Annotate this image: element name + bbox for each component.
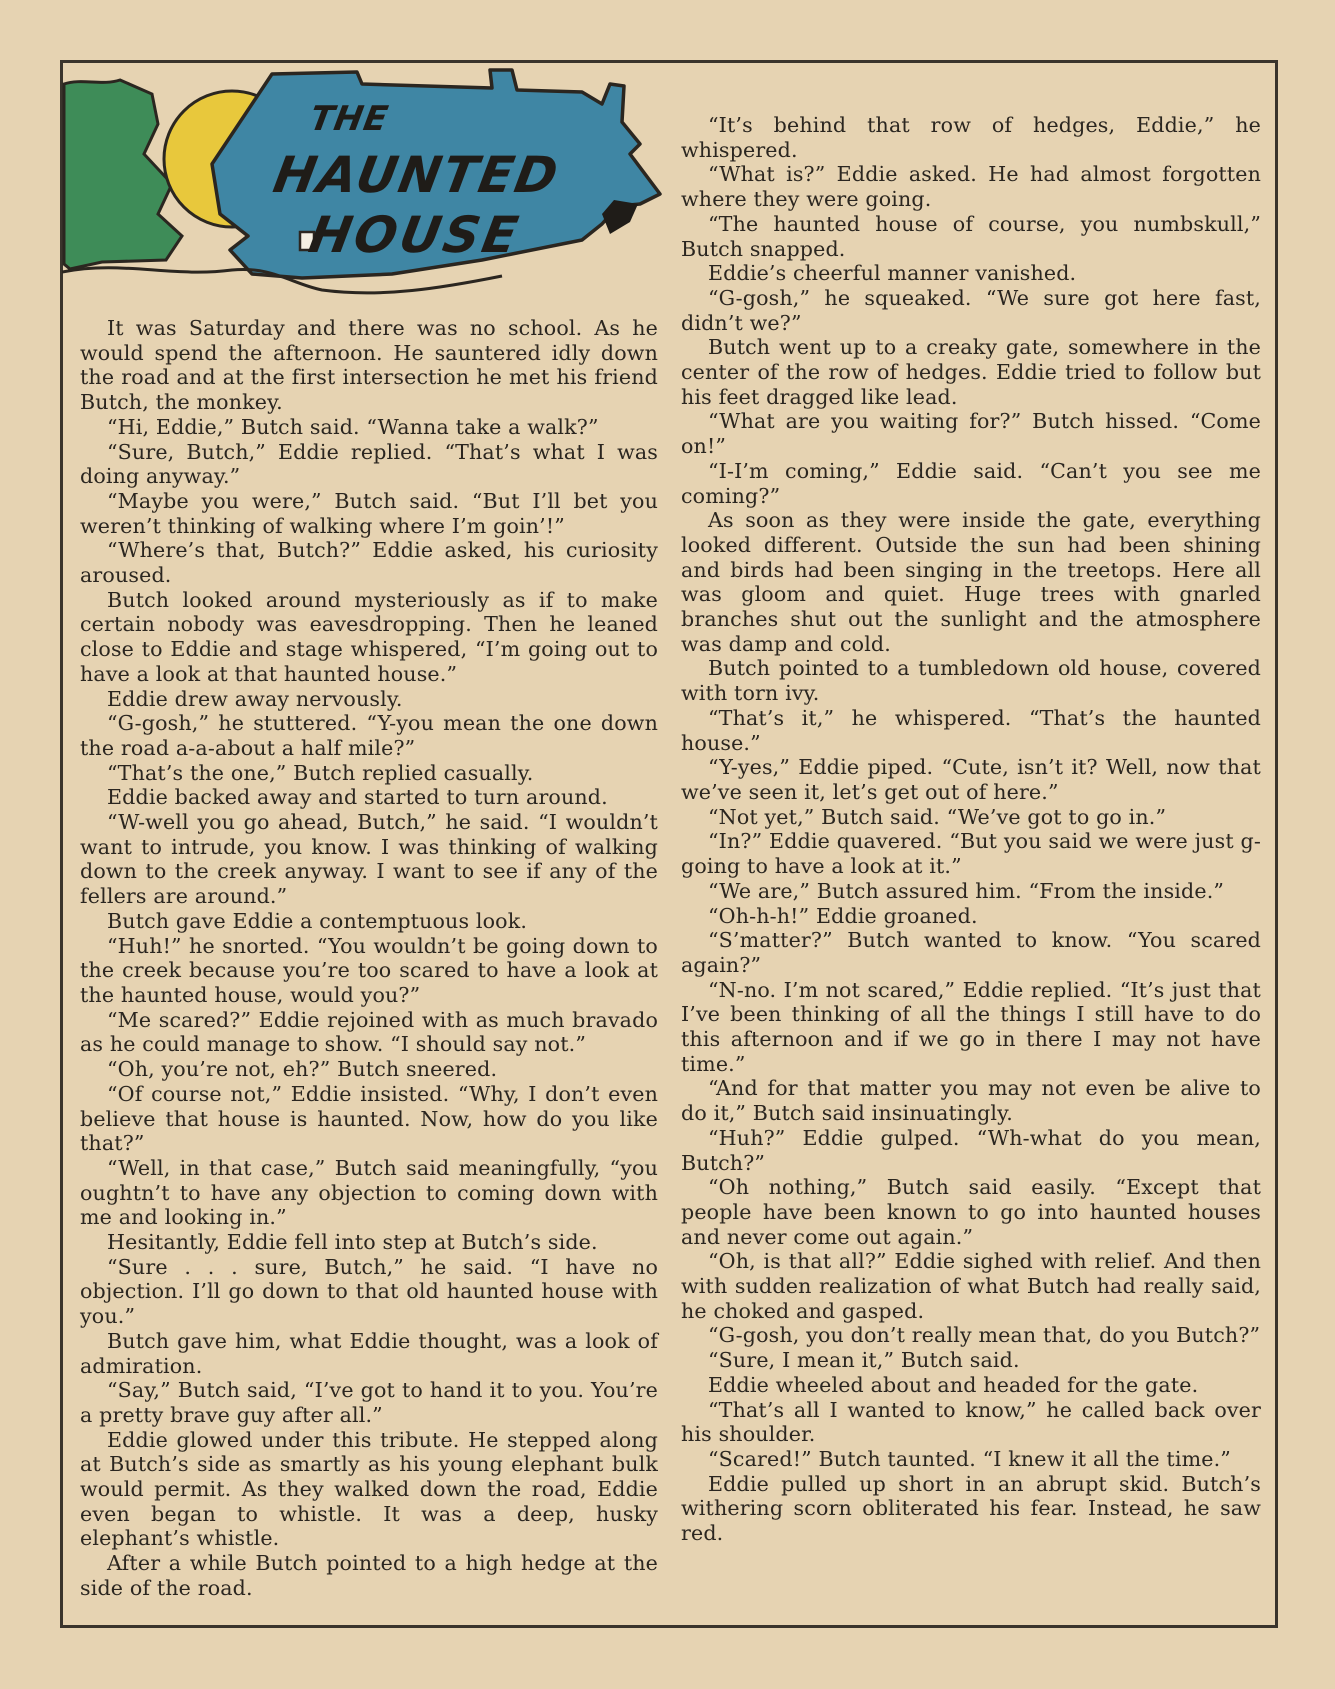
story-paragraph: “Oh, you’re not, eh?” Butch sneered. [107,1057,498,1082]
story-paragraph: Eddie backed away and started to turn around. [107,785,608,810]
story-paragraph: “The haunted house of course, you numbskull,” Butch snapped. [681,211,1261,261]
story-paragraph: Eddie pulled up short in an abrupt skid. Butch’s withering scorn obliterated his fear. Instead, he saw red. [681,1471,1261,1546]
title-line-the: THE [306,99,392,139]
story-paragraph: “That’s all I wanted to know,” he called back over his shoulder. [681,1397,1261,1447]
story-paragraph: “Sure . . . sure, Butch,” he said. “I have no objection. I’ll go down to that old haunted house with you.” [80,1254,658,1329]
story-paragraph: “Well, in that case,” Butch said meaningfully, “you oughtn’t to have any objection to coming down with me and looking in.” [80,1155,658,1230]
story-paragraph: “Maybe you were,” Butch said. “But I’ll bet you weren’t thinking of walking where I’m goin’!” [80,488,658,538]
story-paragraph: “G-gosh,” he squeaked. “We sure got here fast, didn’t we?” [681,285,1261,335]
title-line-house: HOUSE [304,205,526,264]
story-paragraph: “Sure, I mean it,” Butch said. [708,1348,1020,1373]
story-paragraph: As soon as they were inside the gate, everything looked different. Outside the sun had been shining and birds had been singing in the treetops. Here all was gloom and quiet. Huge trees with gnarled branches shut out the sunlight and the atmosphere was damp and cold. [681,508,1261,656]
story-paragraph: “What is?” Eddie asked. He had almost forgotten where they were going. [681,162,1261,212]
story-paragraph: “That’s the one,” Butch replied casually. [107,760,534,785]
story-paragraph: “Scared!” Butch taunted. “I knew it all the time.” [708,1446,1231,1471]
story-paragraph: “Say,” Butch said, “I’ve got to hand it to you. You’re a pretty brave guy after all.” [80,1378,658,1427]
story-paragraph: “Sure, Butch,” Eddie replied. “That’s what I was doing anyway.” [80,439,658,489]
story-column-left [80,316,658,1601]
story-paragraph: “G-gosh, you don’t really mean that, do you Butch?” [708,1323,1261,1348]
story-paragraph: “We are,” Butch assured him. “From the inside.” [708,878,1225,903]
story-paragraph: Butch looked around mysteriously as if to make certain nobody was eavesdropping. Then he leaned close to Eddie and stage whispered, “I’m going out to have a look at that haunted house.” [80,587,658,686]
story-paragraph: “It’s behind that row of hedges, Eddie,” he whispered. [681,113,1261,162]
story-paragraph: “W-well you go ahead, Butch,” he said. “I wouldn’t want to intrude, you know. I was thinking of walking down to the creek anyway. I want to see if any of the fellers are around.” [80,810,658,909]
story-paragraph: “Huh?” Eddie gulped. “Wh-what do you mean, Butch?” [681,1125,1261,1175]
story-paragraph: Butch pointed to a tumbledown old house, covered with torn ivy. [681,656,1261,706]
story-paragraph: “Oh-h-h!” Eddie groaned. [708,903,978,928]
story-paragraph: “Y-yes,” Eddie piped. “Cute, isn’t it? Well, now that we’ve seen it, let’s get out of here.” [681,755,1261,804]
title-line-haunted: HAUNTED [269,145,565,204]
story-paragraph: Eddie drew away nervously. [107,686,403,711]
story-paragraph: Eddie glowed under this tribute. He stepped along at Butch’s side as smartly as his young elephant bulk would permit. As they walked down the road, Eddie even began to whistle. It was a deep, husky elephant’s whistle. [80,1427,658,1551]
story-paragraph: “Hi, Eddie,” Butch said. “Wanna take a walk?” [107,414,599,439]
story-paragraph: “That’s it,” he whispered. “That’s the haunted house.” [681,705,1261,755]
story-paragraph: It was Saturday and there was no school. As he would spend the afternoon. He sauntered idly down the road and at the first intersection he met his friend Butch, the monkey. [80,316,658,415]
story-paragraph: “I-I’m coming,” Eddie said. “Can’t you see me coming?” [681,458,1261,508]
story-paragraph: “Of course not,” Eddie insisted. “Why, I don’t even believe that house is haunted. Now, how do you like that?” [80,1081,658,1156]
story-paragraph: “G-gosh,” he stuttered. “Y-you mean the one down the road a-a-about a half mile?” [80,711,658,760]
story-paragraph: Eddie wheeled about and headed for the gate. [708,1372,1199,1397]
story-paragraph: “N-no. I’m not scared,” Eddie replied. “It’s just that I’ve been thinking of all the things I still have to do this afternoon and if we go in there I may not have time.” [681,977,1261,1076]
story-paragraph: Hesitantly, Eddie fell into step at Butch’s side. [107,1230,598,1255]
story-column-right [681,113,1261,1546]
story-paragraph: “Oh nothing,” Butch said easily. “Except that people have been known to go into haunted houses and never come out again.” [681,1175,1261,1249]
story-paragraph: “Where’s that, Butch?” Eddie asked, his curiosity aroused. [80,538,658,588]
story-paragraph: Eddie’s cheerful manner vanished. [708,261,1077,286]
story-paragraph: “Oh, is that all?” Eddie sighed with relief. And then with sudden realization of what Butch had really said, he choked and gasped. [681,1249,1261,1323]
story-paragraph: Butch gave Eddie a contemptuous look. [107,908,528,933]
story-paragraph: Butch gave him, what Eddie thought, was a look of admiration. [80,1328,658,1378]
story-paragraph: “What are you waiting for?” Butch hissed. “Come on!” [681,409,1261,459]
title-illustration [62,64,672,300]
story-paragraph: After a while Butch pointed to a high hedge at the side of the road. [80,1551,658,1600]
story-paragraph: “And for that matter you may not even be alive to do it,” Butch said insinuatingly. [681,1076,1261,1126]
story-paragraph: “Huh!” he snorted. “You wouldn’t be going down to the creek because you’re too scared to have a look at the haunted house, would you?” [80,933,658,1007]
story-paragraph: “In?” Eddie quavered. “But you said we were just g-going to have a look at it.” [681,829,1261,879]
story-paragraph: “Me scared?” Eddie rejoined with as much bravado as he could manage to show. “I should say not.” [80,1007,658,1057]
story-paragraph: “Not yet,” Butch said. “We’ve got to go in.” [708,804,1167,829]
story-paragraph: Butch went up to a creaky gate, somewhere in the center of the row of hedges. Eddie tried to follow but his feet dragged like lead. [681,335,1261,409]
story-paragraph: “S’matter?” Butch wanted to know. “You scared again?” [681,928,1261,977]
